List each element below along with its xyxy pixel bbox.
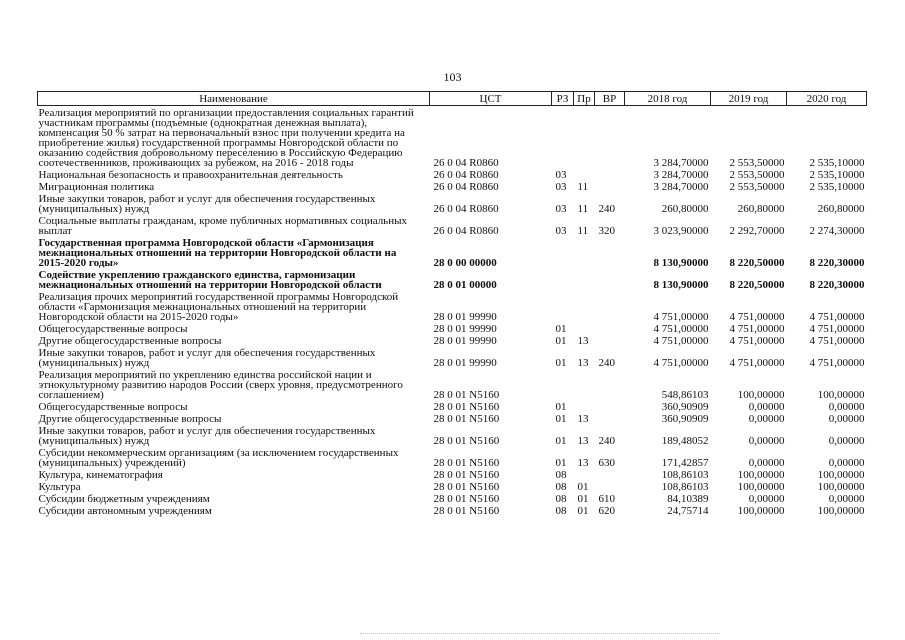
row-2018: 4 751,00000 [653,335,709,347]
row-vr: 240 [598,357,615,369]
row-cst: 26 0 04 R0860 [433,225,499,237]
row-rz: 08 [555,505,567,517]
row-pr: 11 [577,203,589,215]
row-vr [595,400,625,412]
row-cst: 26 0 04 R0860 [433,157,499,169]
row-cst: 28 0 01 N5160 [433,413,500,425]
scan-artifact [360,633,720,637]
budget-table [37,91,867,516]
row-2019: 0,00000 [748,457,785,469]
table-row [38,492,867,504]
header-2019: 2019 год [711,92,787,106]
row-cst: 28 0 01 N5160 [433,435,500,447]
row-2018: 24,75714 [667,505,709,517]
row-2020: 4 751,00000 [809,357,865,369]
table-row [38,346,867,368]
row-rz [552,268,574,290]
row-2019: 2 553,50000 [729,169,785,181]
row-rz [552,106,574,169]
row-2018: 4 751,00000 [653,323,709,335]
row-vr [595,290,625,322]
table-row [38,214,867,236]
row-cst: 28 0 01 99990 [433,323,497,335]
row-2019: 4 751,00000 [729,335,785,347]
row-2019: 2 553,50000 [729,157,785,169]
row-cst: 28 0 01 N5160 [433,457,500,469]
header-rz: РЗ [552,92,574,106]
table-row [38,334,867,346]
row-2019: 4 751,00000 [729,357,785,369]
row-2018: 3 284,70000 [653,157,709,169]
row-2018: 360,90909 [661,413,709,425]
row-cst: 28 0 01 N5160 [433,469,500,481]
row-vr [595,468,625,480]
row-pr [574,106,595,169]
row-2020: 2 535,10000 [809,169,865,181]
row-name: Реализация прочих мероприятий государственной программы Новгородской области «Гармонизация межнациональных отношений на территории Новгородской области на 2015-2020 годы» [38,291,399,323]
row-2018: 4 751,00000 [653,311,709,323]
table-row [38,504,867,516]
row-2019: 0,00000 [748,401,785,413]
row-2018: 84,10389 [667,493,709,505]
row-2020: 100,00000 [817,505,865,517]
row-vr [595,106,625,169]
row-vr [595,480,625,492]
row-pr: 13 [577,357,589,369]
row-rz: 01 [555,457,567,469]
row-2020: 8 220,30000 [809,257,865,269]
table-row [38,446,867,468]
row-name: Содействие укреплению гражданского единства, гармонизации межнациональных отношений на территории Новгородской области [38,269,382,291]
row-name: Культура, кинематография [38,469,163,481]
row-2018: 3 284,70000 [653,169,709,181]
row-2018: 4 751,00000 [653,357,709,369]
row-name: Субсидии автономным учреждениям [38,505,212,517]
header-name: Наименование [38,92,430,106]
row-2018: 8 130,90000 [653,279,709,291]
row-name: Государственная программа Новгородской области «Гармонизация межнациональных отношений на территории Новгородской области на 2015-2020 годы» [38,237,397,269]
row-vr [595,236,625,268]
row-2018: 171,42857 [661,457,709,469]
row-name: Национальная безопасность и правоохранительная деятельность [38,169,343,181]
row-2018: 108,86103 [661,481,709,493]
table-row [38,180,867,192]
row-name: Иные закупки товаров, работ и услуг для обеспечения государственных (муниципальных) нужд [38,347,376,369]
row-2019: 260,80000 [737,203,785,215]
row-cst: 28 0 00 00000 [433,257,497,269]
row-pr: 01 [577,481,589,493]
row-cst: 28 0 01 N5160 [433,481,500,493]
row-rz: 01 [555,401,567,413]
row-2018: 189,48052 [661,435,709,447]
row-rz [552,236,574,268]
row-cst: 26 0 04 R0860 [433,203,499,215]
row-pr: 13 [577,413,589,425]
row-rz: 01 [555,323,567,335]
row-rz: 08 [555,481,567,493]
row-name: Иные закупки товаров, работ и услуг для обеспечения государственных (муниципальных) нужд [38,425,376,447]
table-row [38,468,867,480]
row-2019: 2 553,50000 [729,181,785,193]
row-2020: 2 535,10000 [809,157,865,169]
row-pr [574,322,595,334]
row-vr: 240 [598,203,615,215]
page-number: 103 [443,70,462,84]
row-name: Иные закупки товаров, работ и услуг для обеспечения государственных (муниципальных) нужд [38,193,376,215]
row-2020: 0,00000 [828,401,865,413]
row-2018: 360,90909 [661,401,709,413]
row-2020: 8 220,30000 [809,279,865,291]
row-2018: 3 023,90000 [653,225,709,237]
row-rz: 03 [555,169,567,181]
row-name: Реализация мероприятий по организации предоставления социальных гарантий участникам программы (подъемные (однократная денежная выплата), компенсация 50 % затрат на первоначальный взнос при получении кредита на приобретение жилья) государственной программы Новгородской области по оказанию содействия добровольному переселению в Российскую Федерацию соотечественников, проживающих за рубежом, на 2016 - 2018 годы [38,107,414,169]
row-2020: 100,00000 [817,389,865,401]
row-pr: 01 [577,505,589,517]
header-vr: ВР [595,92,625,106]
row-2019: 2 292,70000 [729,225,785,237]
row-cst: 28 0 01 00000 [433,279,497,291]
row-2019: 4 751,00000 [729,311,785,323]
row-2020: 2 535,10000 [809,181,865,193]
row-name: Миграционная политика [38,181,155,193]
row-cst: 28 0 01 N5160 [433,401,500,413]
row-2018: 548,86103 [661,389,709,401]
row-2019: 4 751,00000 [729,323,785,335]
row-rz: 01 [555,357,567,369]
table-header-row [38,92,867,106]
row-vr [595,180,625,192]
table-row [38,412,867,424]
header-2020: 2020 год [787,92,867,106]
row-cst: 28 0 01 N5160 [433,505,500,517]
table-row [38,168,867,180]
row-2020: 100,00000 [817,481,865,493]
row-pr [574,468,595,480]
row-vr [595,368,625,400]
row-2019: 100,00000 [737,389,785,401]
row-pr: 13 [577,335,589,347]
row-cst: 28 0 01 99990 [433,335,497,347]
row-vr [595,334,625,346]
row-2020: 2 274,30000 [809,225,865,237]
row-name: Другие общегосударственные вопросы [38,335,222,347]
table-row [38,480,867,492]
row-rz [552,290,574,322]
row-pr: 11 [577,225,589,237]
row-2019: 100,00000 [737,469,785,481]
row-pr: 13 [577,435,589,447]
header-cst: ЦСТ [430,92,552,106]
row-2020: 0,00000 [828,435,865,447]
row-2020: 4 751,00000 [809,323,865,335]
row-rz: 01 [555,413,567,425]
row-pr: 11 [577,181,589,193]
row-pr [574,368,595,400]
table-body [38,106,867,517]
row-name: Субсидии бюджетным учреждениям [38,493,210,505]
row-pr [574,400,595,412]
row-cst: 26 0 04 R0860 [433,181,499,193]
row-2020: 0,00000 [828,413,865,425]
row-2019: 100,00000 [737,481,785,493]
row-rz: 03 [555,181,567,193]
row-vr: 320 [598,225,615,237]
row-2020: 260,80000 [817,203,865,215]
row-vr [595,412,625,424]
row-2019: 0,00000 [748,413,785,425]
row-2018: 260,80000 [661,203,709,215]
row-2018: 108,86103 [661,469,709,481]
table-row [38,192,867,214]
row-2019: 8 220,50000 [729,279,785,291]
row-name: Другие общегосударственные вопросы [38,413,222,425]
row-name: Социальные выплаты гражданам, кроме публичных нормативных социальных выплат [38,215,407,237]
header-pr: Пр [574,92,595,106]
row-pr: 13 [577,457,589,469]
row-cst: 28 0 01 99990 [433,357,497,369]
row-rz [552,368,574,400]
row-pr [574,268,595,290]
row-rz: 03 [555,203,567,215]
row-cst: 28 0 01 N5160 [433,493,500,505]
row-rz: 03 [555,225,567,237]
row-vr [595,322,625,334]
row-2019: 0,00000 [748,493,785,505]
row-pr [574,290,595,322]
row-pr: 01 [577,493,589,505]
table-row [38,322,867,334]
row-cst: 28 0 01 99990 [433,311,497,323]
row-rz: 08 [555,469,567,481]
row-cst: 28 0 01 N5160 [433,389,500,401]
row-vr: 620 [598,505,615,517]
row-vr: 240 [598,435,615,447]
row-pr [574,168,595,180]
row-vr [595,168,625,180]
row-vr: 610 [598,493,615,505]
row-2020: 4 751,00000 [809,335,865,347]
row-name: Субсидии некоммерческим организациям (за исключением государственных (муниципальных) учреждений) [38,447,399,469]
table-row [38,268,867,290]
row-2019: 0,00000 [748,435,785,447]
row-2020: 100,00000 [817,469,865,481]
row-rz: 01 [555,435,567,447]
row-name: Реализация мероприятий по укреплению единства российской нации и этнокультурному развитию народов России (сверх уровня, предусмотренного соглашением) [38,369,403,401]
row-2018: 8 130,90000 [653,257,709,269]
row-cst: 26 0 04 R0860 [433,169,499,181]
table-row [38,400,867,412]
row-2020: 4 751,00000 [809,311,865,323]
row-name: Общегосударственные вопросы [38,323,188,335]
table-row [38,236,867,268]
row-vr [595,268,625,290]
row-2020: 0,00000 [828,493,865,505]
row-2020: 0,00000 [828,457,865,469]
row-vr: 630 [598,457,615,469]
table-row [38,368,867,400]
row-rz: 08 [555,493,567,505]
table-row [38,106,867,169]
row-2018: 3 284,70000 [653,181,709,193]
row-2019: 8 220,50000 [729,257,785,269]
row-name: Общегосударственные вопросы [38,401,188,413]
row-2019: 100,00000 [737,505,785,517]
header-2018: 2018 год [625,92,711,106]
table-row [38,424,867,446]
row-rz: 01 [555,335,567,347]
table-row [38,290,867,322]
row-name: Культура [38,481,81,493]
row-pr [574,236,595,268]
